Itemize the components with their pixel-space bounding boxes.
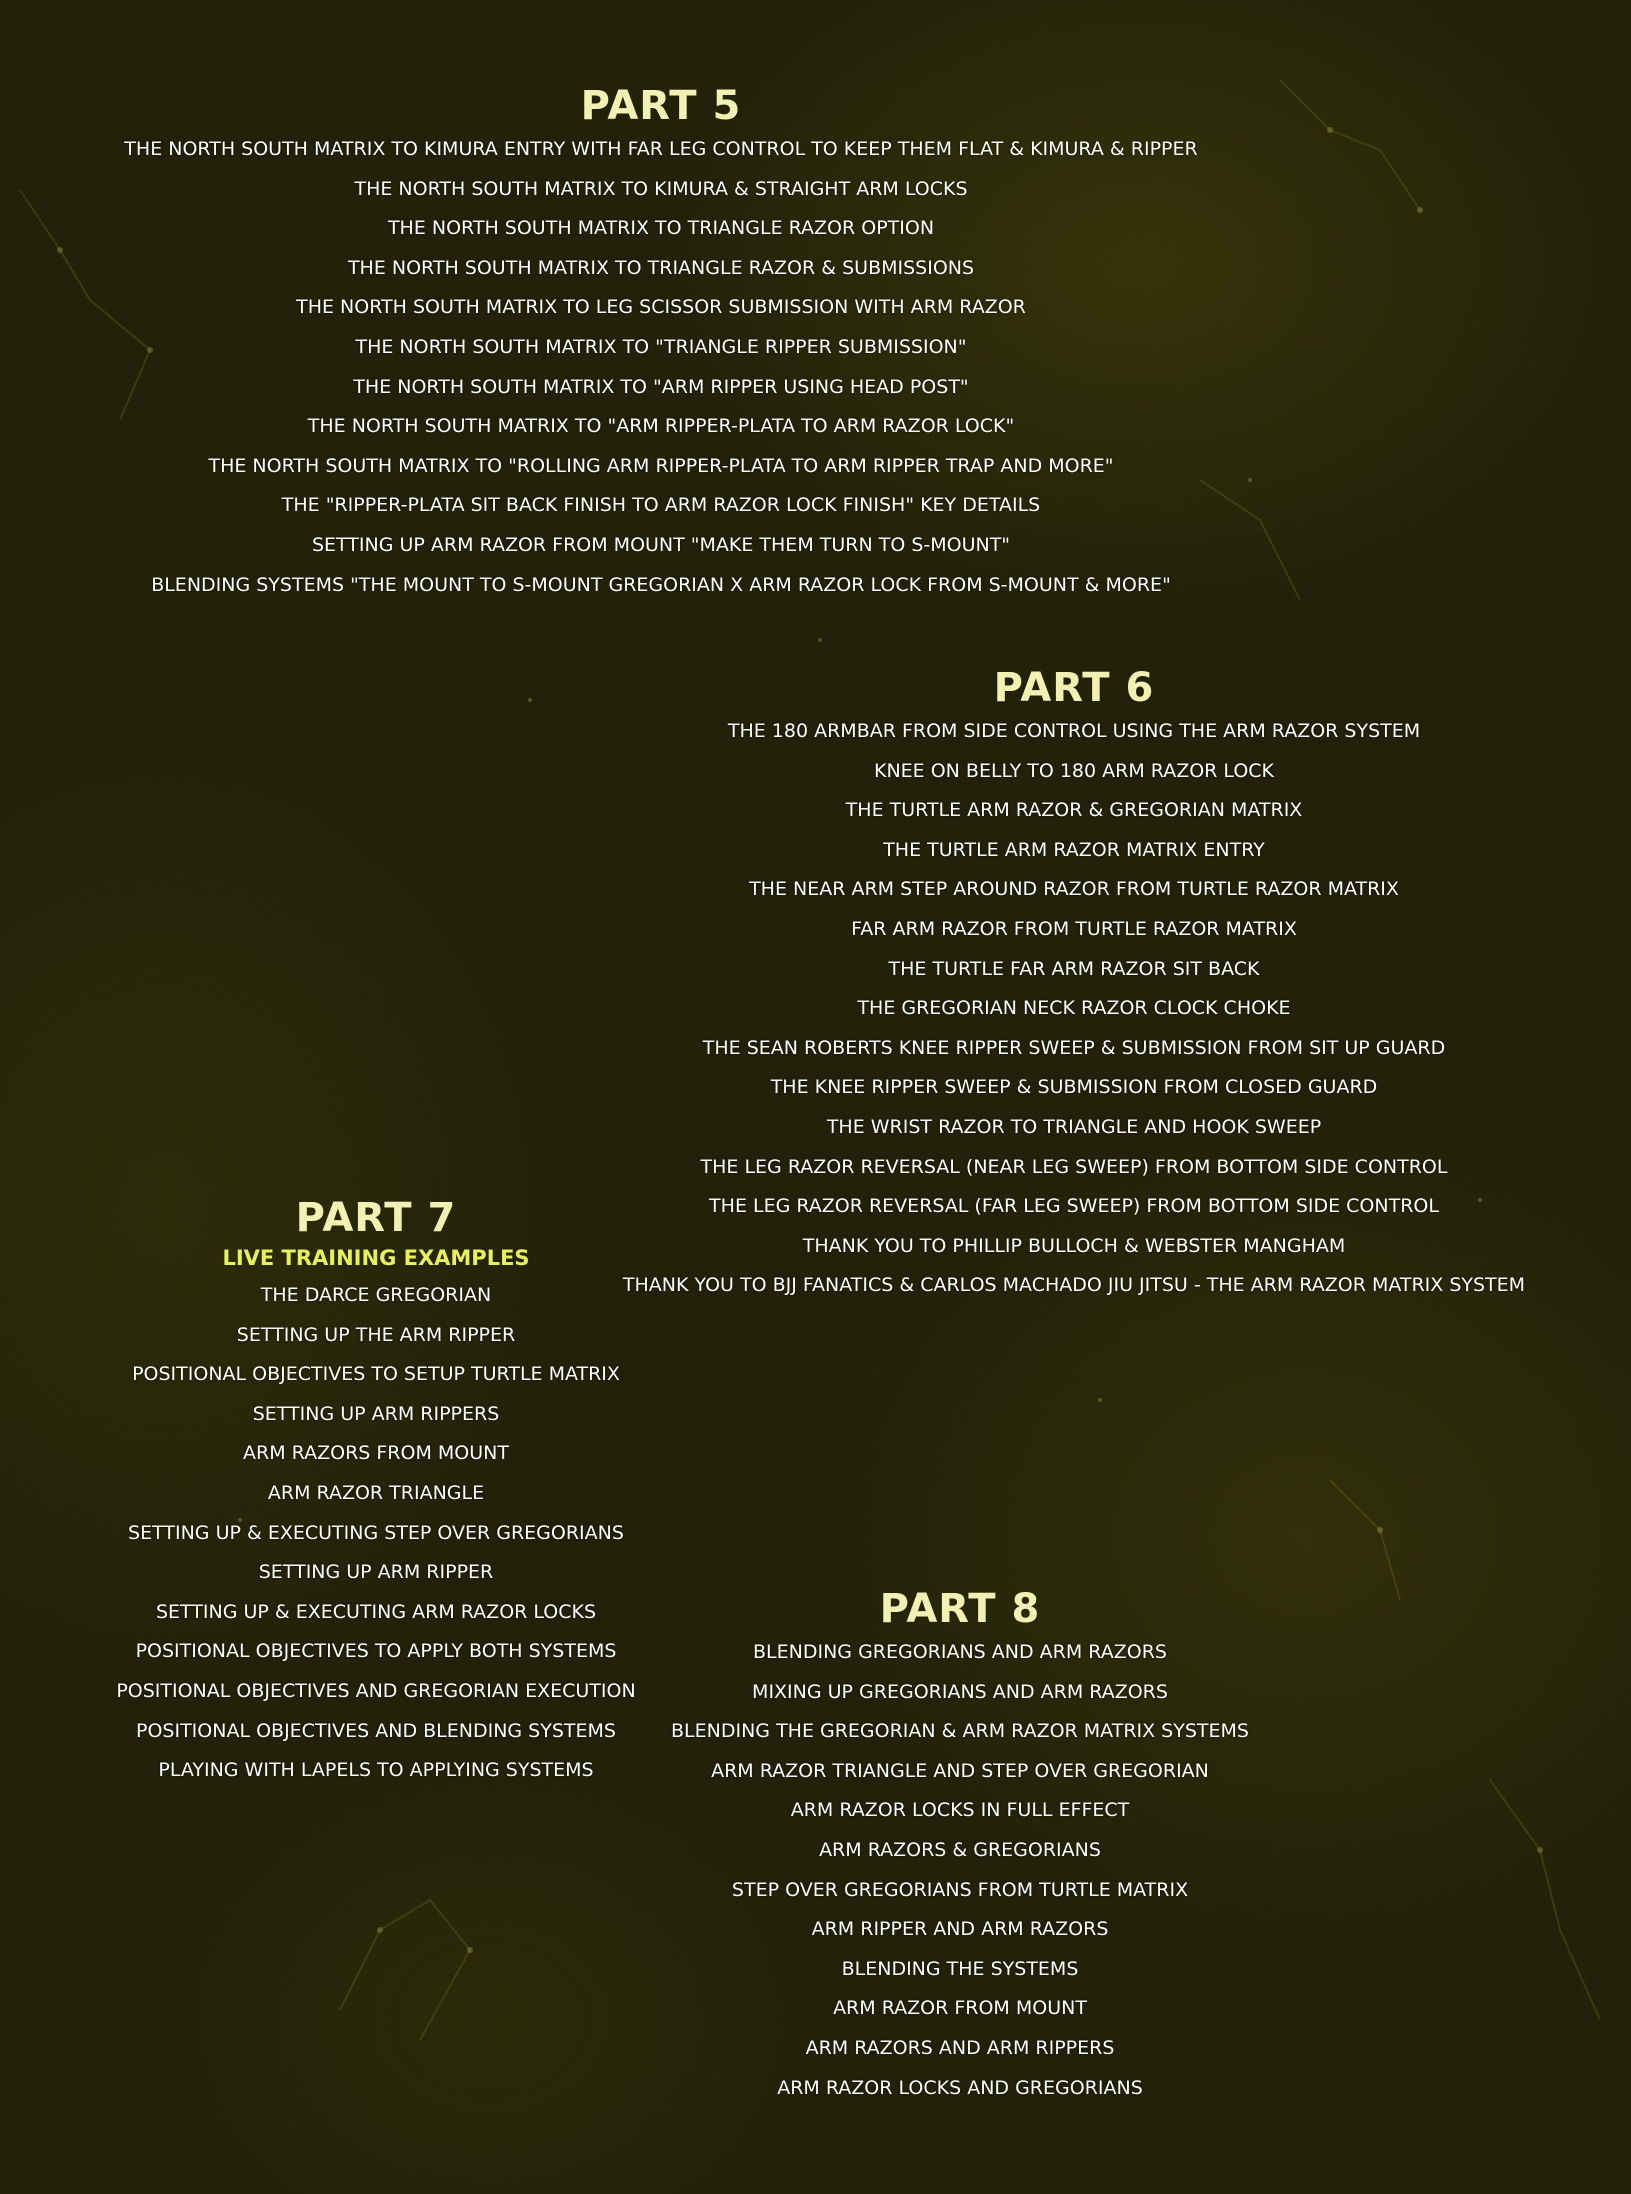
list-item: THE LEG RAZOR REVERSAL (NEAR LEG SWEEP) FROM BOTTOM SIDE CONTROL (700, 1155, 1448, 1178)
list-item: ARM RAZOR TRIANGLE AND STEP OVER GREGORIAN (711, 1759, 1209, 1782)
list-item: THE SEAN ROBERTS KNEE RIPPER SWEEP & SUBMISSION FROM SIT UP GUARD (702, 1036, 1446, 1059)
list-item: ARM RIPPER AND ARM RAZORS (811, 1918, 1109, 1941)
list-item: THE NEAR ARM STEP AROUND RAZOR FROM TURTLE RAZOR MATRIX (749, 878, 1399, 901)
list-item: SETTING UP & EXECUTING STEP OVER GREGORIANS (128, 1521, 624, 1544)
list-item: THE NORTH SOUTH MATRIX TO TRIANGLE RAZOR OPTION (387, 217, 935, 240)
list-item: THE NORTH SOUTH MATRIX TO LEG SCISSOR SUBMISSION WITH ARM RAZOR (296, 296, 1026, 319)
list-item: THE NORTH SOUTH MATRIX TO TRIANGLE RAZOR & SUBMISSIONS (347, 256, 975, 279)
list-item: THE NORTH SOUTH MATRIX TO "TRIANGLE RIPPER SUBMISSION" (355, 335, 967, 358)
list-item: THE NORTH SOUTH MATRIX TO "ARM RIPPER USING HEAD POST" (353, 375, 969, 398)
list-item: THE GREGORIAN NECK RAZOR CLOCK CHOKE (857, 997, 1291, 1020)
list-item: THE WRIST RAZOR TO TRIANGLE AND HOOK SWEEP (826, 1115, 1322, 1138)
list-item: THE TURTLE ARM RAZOR & GREGORIAN MATRIX (845, 799, 1303, 822)
list-item: BLENDING GREGORIANS AND ARM RAZORS (753, 1641, 1167, 1663)
part-8-list (460, 1633, 1460, 2108)
list-item: THE TURTLE FAR ARM RAZOR SIT BACK (888, 957, 1260, 980)
list-item: ARM RAZORS & GREGORIANS (819, 1838, 1101, 1861)
list-item: THE NORTH SOUTH MATRIX TO "ARM RIPPER-PLATA TO ARM RAZOR LOCK" (307, 415, 1015, 438)
part-8-title: PART 8 (879, 1586, 1041, 1632)
list-item: THANK YOU TO BJJ FANATICS & CARLOS MACHADO JIU JITSU - THE ARM RAZOR MATRIX SYSTEM (622, 1274, 1526, 1297)
list-item: THE NORTH SOUTH MATRIX TO KIMURA ENTRY WITH FAR LEG CONTROL TO KEEP THEM FLAT & KIMURA & RIPPER (124, 138, 1198, 160)
list-item: THE NORTH SOUTH MATRIX TO KIMURA & STRAIGHT ARM LOCKS (354, 177, 968, 200)
list-item: SETTING UP ARM RIPPERS (252, 1402, 500, 1425)
list-item: ARM RAZOR TRIANGLE (267, 1481, 485, 1504)
list-item: ARM RAZOR LOCKS AND GREGORIANS (777, 2076, 1143, 2099)
list-item: ARM RAZORS FROM MOUNT (243, 1442, 509, 1465)
list-item: THE "RIPPER-PLATA SIT BACK FINISH TO ARM RAZOR LOCK FINISH" KEY DETAILS (281, 494, 1041, 517)
list-item: BLENDING THE SYSTEMS (841, 1957, 1079, 1980)
part-5-section (0, 82, 1322, 605)
part-7-subtitle: LIVE TRAINING EXAMPLES (222, 1246, 530, 1270)
list-item: FAR ARM RAZOR FROM TURTLE RAZOR MATRIX (851, 917, 1297, 940)
list-item: POSITIONAL OBJECTIVES TO APPLY BOTH SYSTEMS (135, 1640, 617, 1663)
list-item: ARM RAZORS AND ARM RIPPERS (805, 2036, 1115, 2059)
list-item: BLENDING THE GREGORIAN & ARM RAZOR MATRIX SYSTEMS (671, 1720, 1249, 1743)
list-item: PLAYING WITH LAPELS TO APPLYING SYSTEMS (158, 1759, 594, 1782)
list-item: SETTING UP THE ARM RIPPER (236, 1323, 516, 1346)
list-item: POSITIONAL OBJECTIVES AND GREGORIAN EXECUTION (116, 1679, 636, 1702)
list-item: THE KNEE RIPPER SWEEP & SUBMISSION FROM CLOSED GUARD (770, 1076, 1378, 1099)
list-item: SETTING UP ARM RIPPER (258, 1561, 494, 1584)
list-item: BLENDING SYSTEMS "THE MOUNT TO S-MOUNT GREGORIAN X ARM RAZOR LOCK FROM S-MOUNT & MORE" (151, 573, 1171, 596)
list-item: ARM RAZOR LOCKS IN FULL EFFECT (790, 1799, 1130, 1822)
list-item: MIXING UP GREGORIANS AND ARM RAZORS (752, 1680, 1168, 1703)
list-item: THE DARCE GREGORIAN (260, 1284, 492, 1306)
list-item: STEP OVER GREGORIANS FROM TURTLE MATRIX (731, 1878, 1189, 1901)
list-item: THE NORTH SOUTH MATRIX TO "ROLLING ARM RIPPER-PLATA TO ARM RIPPER TRAP AND MORE" (208, 454, 1114, 477)
part-8-section (460, 1585, 1460, 2108)
part-5-list (0, 130, 1322, 605)
list-item: POSITIONAL OBJECTIVES TO SETUP TURTLE MATRIX (132, 1363, 620, 1386)
list-item: THE LEG RAZOR REVERSAL (FAR LEG SWEEP) FROM BOTTOM SIDE CONTROL (709, 1195, 1439, 1218)
list-item: THE TURTLE ARM RAZOR MATRIX ENTRY (883, 838, 1265, 861)
part-5-title: PART 5 (580, 83, 742, 129)
list-item: KNEE ON BELLY TO 180 ARM RAZOR LOCK (873, 759, 1275, 782)
list-item: SETTING UP ARM RAZOR FROM MOUNT "MAKE THEM TURN TO S-MOUNT" (311, 533, 1011, 556)
list-item: ARM RAZOR FROM MOUNT (833, 1997, 1087, 2020)
list-item: THE 180 ARMBAR FROM SIDE CONTROL USING THE ARM RAZOR SYSTEM (727, 720, 1421, 742)
part-6-title: PART 6 (993, 665, 1155, 711)
list-item: SETTING UP & EXECUTING ARM RAZOR LOCKS (155, 1600, 597, 1623)
list-item: POSITIONAL OBJECTIVES AND BLENDING SYSTEMS (136, 1719, 616, 1742)
list-item: THANK YOU TO PHILLIP BULLOCH & WEBSTER MANGHAM (802, 1234, 1346, 1257)
part-7-title: PART 7 (295, 1195, 457, 1241)
